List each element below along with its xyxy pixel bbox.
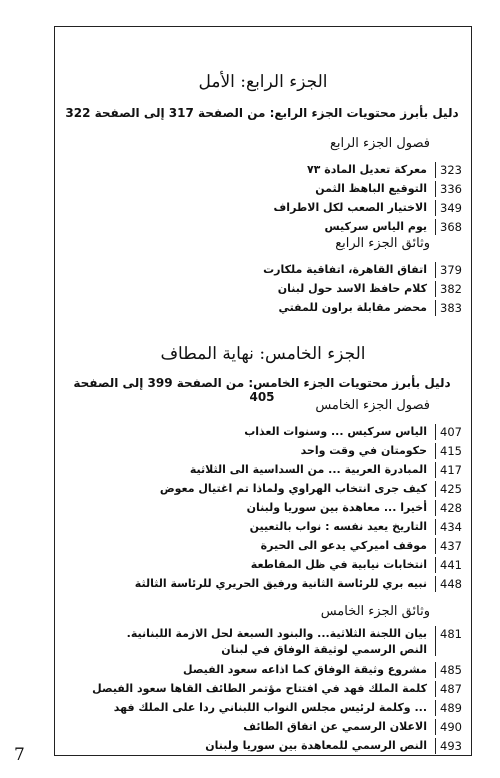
toc-page: 349 bbox=[435, 200, 475, 216]
part5-documents-list bbox=[55, 626, 462, 755]
toc-entry[interactable] bbox=[55, 160, 462, 179]
toc-page: 379 bbox=[435, 262, 475, 278]
part5-heading: الجزء الخامس: نهاية المطاف bbox=[160, 344, 366, 364]
toc-title: مشروع وثيقة الوفاق كما اذاعه سعود الفيصل bbox=[183, 663, 427, 676]
toc-title: كيف جرى انتخاب الهراوي ولماذا تم اغتيال معوض bbox=[159, 482, 427, 495]
toc-entry[interactable] bbox=[55, 179, 462, 198]
toc-title: معركة تعديل المادة ٧٣ bbox=[306, 163, 427, 176]
toc-title: بيان اللجنة الثلاثية... والبنود السبعة لحل الازمة اللبنانية. النص الرسمي لوثيقة الوفاق في لبنان bbox=[126, 627, 427, 656]
toc-title: التاريخ يعيد نفسه : نواب بالتعيين bbox=[249, 520, 427, 533]
toc-title: كلام حافظ الاسد حول لبنان bbox=[277, 282, 427, 295]
toc-entry[interactable] bbox=[55, 698, 462, 717]
toc-entry[interactable] bbox=[55, 574, 462, 593]
toc-title: محضر مقابلة براون للمفتي bbox=[278, 301, 427, 314]
part4-heading: الجزء الرابع: الأمل bbox=[198, 72, 328, 92]
toc-page: 434 bbox=[435, 519, 475, 535]
toc-page: 448 bbox=[435, 576, 475, 592]
toc-title: الاختيار الصعب لكل الاطراف bbox=[273, 201, 427, 214]
toc-page: 441 bbox=[435, 557, 475, 573]
toc-entry[interactable] bbox=[55, 422, 462, 441]
toc-entry[interactable] bbox=[55, 217, 462, 236]
toc-page: 490 bbox=[435, 719, 475, 735]
toc-entry[interactable] bbox=[55, 298, 462, 317]
toc-page: 323 bbox=[435, 162, 475, 178]
part5-chapters-list bbox=[55, 422, 462, 593]
part5-guide: دليل بأبرز محتويات الجزء الخامس: من الصفحة 399 إلى الصفحة 405 bbox=[73, 376, 451, 404]
part4-documents-list bbox=[55, 260, 462, 317]
toc-entry[interactable] bbox=[55, 279, 462, 298]
toc-entry[interactable] bbox=[55, 626, 462, 660]
toc-page: 415 bbox=[435, 443, 475, 459]
toc-page: 383 bbox=[435, 300, 475, 316]
toc-entry[interactable] bbox=[55, 498, 462, 517]
page-number: 7 bbox=[14, 745, 25, 765]
toc-title: المبادرة العربية ... من السداسية الى الثلاثية bbox=[189, 463, 427, 476]
toc-title: الاعلان الرسمي عن اتفاق الطائف bbox=[243, 720, 427, 733]
part5-chapters-label: فصول الجزء الخامس bbox=[315, 398, 430, 413]
toc-page: 437 bbox=[435, 538, 475, 554]
part4-chapters-label: فصول الجزء الرابع bbox=[329, 136, 430, 151]
toc-title: حكومتان في وقت واحد bbox=[300, 444, 427, 457]
toc-entry[interactable] bbox=[55, 198, 462, 217]
toc-entry[interactable] bbox=[55, 441, 462, 460]
toc-page: 481 bbox=[435, 626, 475, 656]
toc-entry[interactable] bbox=[55, 517, 462, 536]
toc-page: 407 bbox=[435, 424, 475, 440]
toc-title: يوم الياس سركيس bbox=[324, 220, 427, 233]
part5-documents-label: وثائق الجزء الخامس bbox=[320, 604, 430, 619]
toc-title: أخيرا ... معاهدة بين سوريا ولبنان bbox=[246, 501, 427, 514]
toc-entry[interactable] bbox=[55, 736, 462, 755]
part4-chapters-list bbox=[55, 160, 462, 236]
toc-entry[interactable] bbox=[55, 555, 462, 574]
toc-title: النص الرسمي للمعاهدة بين سوريا ولبنان bbox=[205, 739, 427, 752]
toc-page: 368 bbox=[435, 219, 475, 235]
part4-guide: دليل بأبرز محتويات الجزء الرابع: من الصفحة 317 إلى الصفحة 322 bbox=[65, 106, 459, 120]
toc-page: 382 bbox=[435, 281, 475, 297]
toc-title: انتخابات نيابية في ظل المقاطعة bbox=[250, 558, 427, 571]
toc-page: 489 bbox=[435, 700, 475, 716]
toc-entry[interactable] bbox=[55, 660, 462, 679]
toc-title: نبيه بري للرئاسة الثانية ورفيق الحريري للرئاسة الثالثة bbox=[134, 577, 427, 590]
toc-entry[interactable] bbox=[55, 717, 462, 736]
part4-documents-label: وثائق الجزء الرابع bbox=[335, 236, 430, 251]
toc-entry[interactable] bbox=[55, 479, 462, 498]
toc-page: 493 bbox=[435, 738, 475, 754]
toc-title: التوقيع الباهظ الثمن bbox=[315, 182, 427, 195]
toc-title: ... وكلمة لرئيس مجلس النواب اللبناني ردا على الملك فهد bbox=[113, 701, 427, 714]
toc-page: 485 bbox=[435, 662, 475, 678]
toc-page: 487 bbox=[435, 681, 475, 697]
toc-title: كلمة الملك فهد في افتتاح مؤتمر الطائف القاها سعود الفيصل bbox=[92, 682, 427, 695]
toc-title: اتفاق القاهرة، اتفاقية ملكارت bbox=[263, 263, 427, 276]
toc-entry[interactable] bbox=[55, 460, 462, 479]
toc-page: 425 bbox=[435, 481, 475, 497]
toc-title: الياس سركيس ... وسنوات العذاب bbox=[244, 425, 427, 438]
toc-title: موقف اميركي يدعو الى الحيرة bbox=[260, 539, 427, 552]
toc-page: 417 bbox=[435, 462, 475, 478]
toc-page: 428 bbox=[435, 500, 475, 516]
toc-entry[interactable] bbox=[55, 679, 462, 698]
toc-entry[interactable] bbox=[55, 260, 462, 279]
toc-entry[interactable] bbox=[55, 536, 462, 555]
toc-page: 336 bbox=[435, 181, 475, 197]
